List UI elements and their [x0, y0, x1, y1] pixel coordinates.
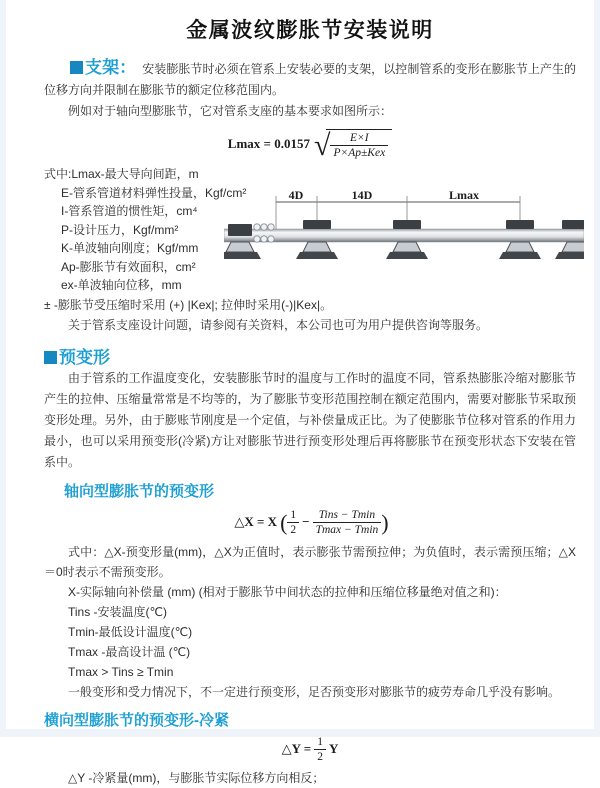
- lateral-numerator: 1: [317, 735, 323, 748]
- lmax-fraction-denominator: P×Ap±Kex: [330, 145, 388, 160]
- definition-line: I-管系管道的惯性矩，cm⁴: [61, 204, 198, 218]
- axial-note-line: Tmin-最低设计温度(℃): [68, 624, 193, 639]
- lateral-denominator: 2: [314, 749, 326, 764]
- lmax-formula: [44, 129, 576, 163]
- definition-line: E-管系管道材料弹性投量，Kgf/cm²: [61, 185, 247, 200]
- radical-sign-icon: √: [313, 129, 331, 163]
- half-fraction: [287, 508, 299, 537]
- lmax-fraction-numerator: E×I: [350, 132, 369, 144]
- pipe-support-diagram: [224, 189, 584, 271]
- predeform-section-heading-row: [44, 343, 576, 368]
- definitions-and-diagram: [44, 165, 576, 295]
- close-paren: ): [381, 509, 389, 535]
- lateral-subheading: 横向型膨胀节的预变形-冷紧: [44, 711, 229, 729]
- axial-note-line: Tmax > Tins ≥ Tmin: [68, 664, 174, 679]
- definition-line: 式中:Lmax-最大导向间距，m: [44, 167, 199, 181]
- lateral-note-line: △Y -冷紧量(mm)，与膨胀节实际位移方向相反；: [68, 770, 325, 785]
- axial-note-line: 式中：△X-预变形量(mm)，△X为正值时，表示膨张节需预拉伸；为负值时，表示需预压缩；△X＝0时表示不需预变形。: [44, 544, 576, 579]
- open-paren: (: [280, 509, 288, 535]
- definition-line: Ap-膨胀节有效面积，cm²: [61, 259, 196, 274]
- temp-fraction: [313, 508, 382, 537]
- section-square-icon: [70, 61, 83, 74]
- lateral-formula-lhs: △Y =: [281, 740, 312, 756]
- page-title: 金属波纹膨胀节安装说明: [186, 19, 434, 42]
- temp-fraction-numerator: Tins − Tmin: [318, 508, 376, 521]
- lmax-fraction: [330, 131, 388, 160]
- support-intro-text: 安装膨胀节时必须在管系上安装必要的支架，以控制管系的变形在膨胀节上产生的位移方向并限制在膨胀节的额定位移范围内。: [44, 62, 577, 97]
- document-page: [6, 0, 594, 788]
- definition-line: ex-单波轴向位移，mm: [61, 278, 182, 292]
- minus-sign: −: [302, 513, 310, 529]
- predeform-paragraph: 由于管系的工作温度变化，安装膨胀节时的温度与工作时的温度不同，管系热膨胀冷缩对膨胀节产生的拉伸、压缩量常常是不均等的，为了膨胀节变形范围控制在额定范围内，需要对膨胀节采取预变形处理。另外，由于膨账节刚度是一个定值，与补偿量成正比。为了使膨胀节位移对管系的作用力最小，也可以采用预变形(冷紧)方让对膨胀节进行预变形处理后再将膨胀节在预变形状态下安装在管系中。: [44, 370, 576, 469]
- dim-label-4d: 4D: [288, 189, 304, 202]
- axial-note-line: Tmax -最高设计温 (℃): [68, 644, 191, 659]
- support-section-intro: [44, 57, 576, 101]
- section-square-icon: [44, 351, 57, 364]
- lmax-formula-radicand: [326, 129, 392, 160]
- support-example-line: 例如对于轴向型膨胀节，它对管系支座的基本要求如图所示：: [68, 104, 393, 118]
- definition-line: P-设计压力，Kgf/mm²: [61, 222, 179, 237]
- axial-note-line: X-实际轴向补偿量 (mm) (相对于膨胀节中间状态的拉伸和压缩位移量绝对值之和)：: [68, 584, 507, 599]
- axial-note-line: Tins -安装温度(℃): [68, 604, 168, 619]
- pipe: [224, 229, 584, 242]
- lmax-formula-lhs: Lmax = 0.0157: [227, 136, 310, 152]
- axial-formula-lhs: △X = X: [234, 513, 278, 529]
- predeform-section-heading: 预变形: [59, 347, 110, 367]
- axial-subheading: 轴向型膨胀节的预变形: [64, 482, 215, 500]
- support-section-heading: 支架：: [85, 58, 137, 77]
- temp-fraction-denominator: Tmax − Tmin: [313, 522, 382, 537]
- axial-note-line: 一般变形和受力情况下，不一定进行预变形，足否预变形对膨胀节的疲劳寿命几乎没有影响。: [68, 684, 561, 699]
- lateral-formula-rhs: Y: [328, 740, 339, 756]
- lateral-half-fraction: [314, 735, 326, 764]
- dim-label-lmax: Lmax: [449, 189, 479, 202]
- half-denominator: 2: [287, 522, 299, 537]
- half-numerator: 1: [290, 508, 297, 521]
- definition-line: K-单波轴向刚度；Kgf/mm: [61, 241, 199, 255]
- service-note-line: 关于管系支座设计问题，请参阅有关资料，本公司也可为用户提供咨询等服务。: [68, 317, 489, 332]
- lateral-formula: [44, 735, 576, 764]
- dim-label-14d: 14D: [351, 189, 373, 202]
- sign-note-line: ± -膨胀节受压缩时采用 (+) |Kex|; 拉伸时采用(-)|Kex|。: [44, 297, 333, 312]
- axial-formula: [44, 508, 576, 537]
